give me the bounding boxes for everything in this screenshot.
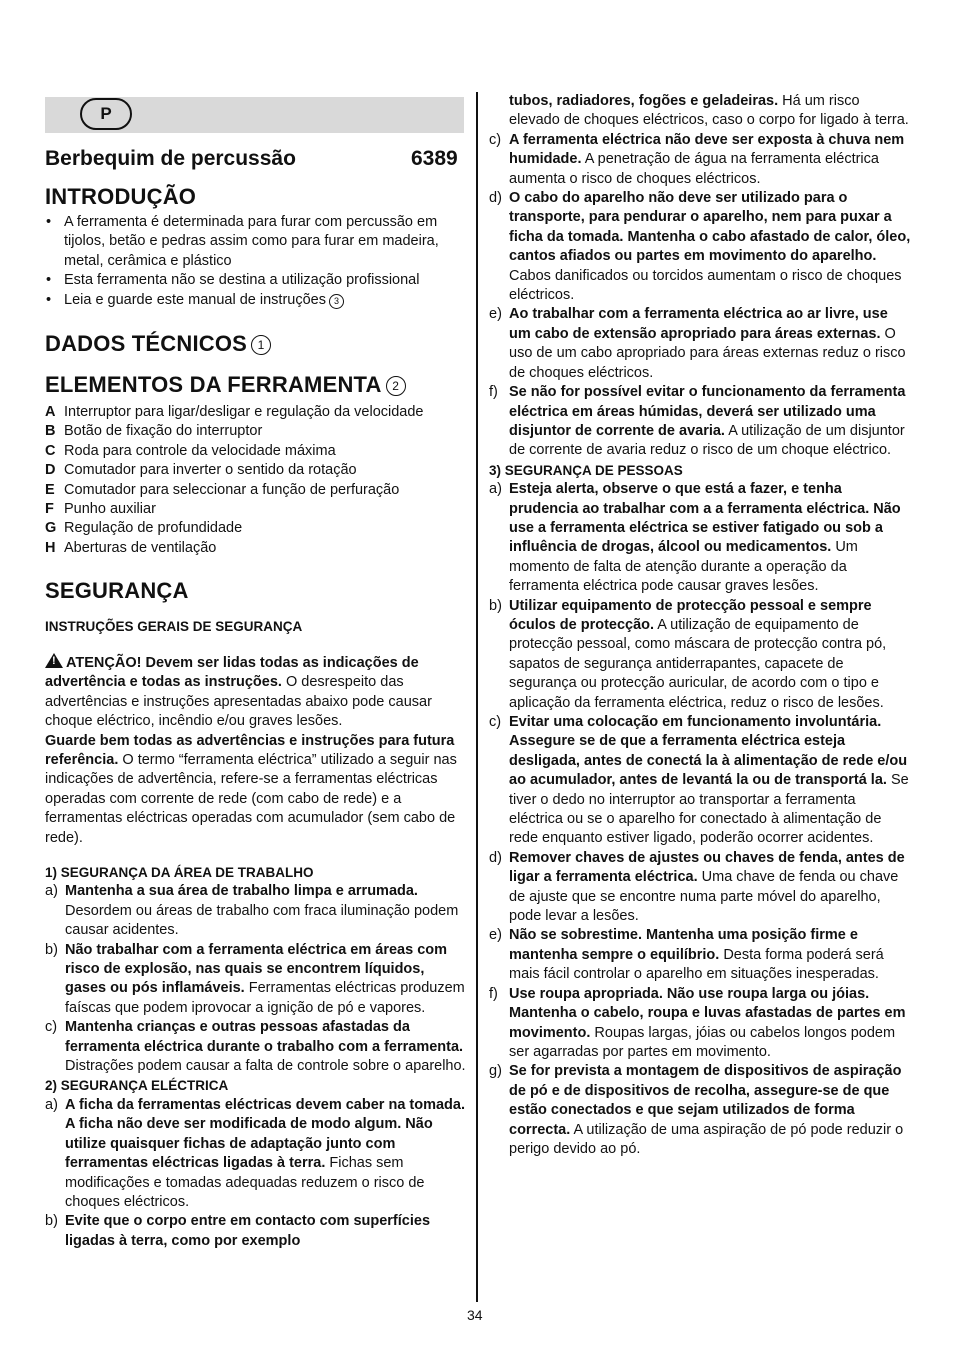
- warning-bold: ATENÇÃO! Devem ser lidas todas as indicações de advertência e todas as instruções.: [45, 655, 419, 691]
- rule-item-continued: [489, 92, 913, 131]
- figure-ref-2: 2: [386, 376, 406, 396]
- rule-bold: Não se sobrestime. Mantenha uma posição firme e mantenha sempre o equilíbrio.: [509, 927, 858, 963]
- right-column: [489, 92, 913, 1159]
- parts-text: Aberturas de ventilação: [64, 539, 217, 556]
- rule-letter: f): [489, 985, 498, 1002]
- rule-item: [489, 849, 913, 927]
- rule-text: Cabos danificados ou torcidos aumentam o risco de choques eléctricos.: [509, 267, 902, 304]
- product-model: 6389: [411, 147, 458, 170]
- rule-item: [489, 1062, 913, 1159]
- section-work-area: [45, 863, 467, 1251]
- warning-paragraph: [45, 653, 465, 732]
- parts-text: Regulação de profundidade: [64, 520, 243, 537]
- rule-letter: e): [489, 927, 502, 944]
- rule-bold: Se for prevista a montagem de dispositivos de aspiração de pó e de dispositivos de recolha, assegure-se de que estão conectados e que sejam utilizados de forma correcta.: [509, 1063, 902, 1138]
- rule-item: [489, 597, 913, 713]
- keep-paragraph: [45, 732, 465, 848]
- rule-letter: b): [489, 597, 502, 614]
- product-title: [45, 147, 296, 171]
- intro-bullet-text: Leia e guarde este manual de instruções: [64, 291, 326, 308]
- rule-item: [489, 480, 913, 596]
- parts-key: E: [45, 481, 55, 498]
- rule-text: Há um risco elevado de choques eléctricos, caso o corpo for ligado à terra.: [509, 93, 909, 129]
- rule-item: [45, 1212, 467, 1251]
- rule-text: Ferramentas eléctricas produzem faíscas que podem iprovocar a ignição de pó e vapores.: [65, 980, 465, 1016]
- section-title: 2) SEGURANÇA ELÉCTRICA: [45, 1078, 229, 1094]
- parts-key: D: [45, 462, 56, 479]
- elements-heading: [45, 372, 406, 398]
- parts-key: B: [45, 423, 56, 440]
- parts-text: Interruptor para ligar/desligar e regulação da velocidade: [64, 404, 424, 420]
- rule-letter: c): [45, 1019, 58, 1036]
- rule-letter: a): [45, 883, 58, 900]
- figure-ref-3: 3: [329, 294, 344, 309]
- rule-text: Roupas largas, jóias ou cabelos longos podem ser agarradas por partes em movimento.: [509, 1024, 896, 1060]
- safety-intro: [45, 653, 465, 848]
- safety-heading: SEGURANÇA: [45, 578, 189, 603]
- intro-section: [45, 213, 460, 310]
- page-number: 34: [467, 1307, 483, 1323]
- rule-text: Desordem ou áreas de trabalho com fraca iluminação podem causar acidentes.: [65, 902, 459, 939]
- section-title: 3) SEGURANÇA DE PESSOAS: [489, 462, 683, 478]
- rule-text: Um momento de falta de atenção durante a operação da ferramenta eléctrica pode causar graves lesões.: [509, 539, 858, 595]
- warning-text: O desrespeito das advertências e instruções apresentadas abaixo pode causar choque eléctrico, incêndio e/ou graves lesões.: [45, 674, 432, 730]
- rule-text: A utilização de uma aspiração de pó pode reduzir o perigo devido ao pó.: [509, 1121, 904, 1157]
- intro-heading: INTRODUÇÃO: [45, 184, 197, 209]
- rule-text: O uso de um cabo apropriado para áreas externas reduz o risco de choques eléctricos.: [509, 325, 906, 381]
- rule-item: [489, 985, 913, 1063]
- warning-icon: [45, 653, 63, 668]
- rule-letter: c): [489, 131, 502, 148]
- language-badge: P: [80, 98, 132, 130]
- rule-bold: Mantenha crianças e outras pessoas afastadas da ferramenta eléctrica durante o trabalho com a ferramenta.: [65, 1019, 464, 1055]
- rule-bold: Evite que o corpo entre em contacto com superfícies ligadas à terra, como por exemplo: [65, 1213, 431, 1249]
- rule-letter: f): [489, 384, 498, 401]
- rule-letter: e): [489, 306, 502, 323]
- rule-bold: Mantenha a sua área de trabalho limpa e arrumada.: [65, 883, 418, 900]
- rule-text: Se tiver o dedo no interruptor ao transportar a ferramenta eléctrica ou se o aparelho for conectado à alimentação de rede enquanto estiver ligado, poderão ocorrer acidentes.: [509, 772, 909, 847]
- tech-data-heading-text: DADOS TÉCNICOS: [45, 331, 248, 356]
- parts-item: [45, 461, 465, 480]
- rule-letter: a): [45, 1096, 58, 1113]
- rule-item: [45, 882, 467, 940]
- keep-bold: Guarde bem todas as advertências e instruções para futura referência.: [45, 732, 455, 769]
- intro-bullet: • Esta ferramenta não se destina a utilização profissional: [45, 271, 460, 290]
- parts-text: Comutador para seleccionar a função de perfuração: [64, 481, 400, 498]
- tech-data-heading: [45, 331, 271, 357]
- rule-item: [489, 926, 913, 984]
- intro-bullet: • A ferramenta é determinada para furar com percussão em tijolos, betão e pedras assim como para furar em madeira, metal, cerâmica e plástico: [45, 213, 460, 271]
- rule-text: Fichas sem modificações e tomadas adequadas reduzem o risco de choques eléctricos.: [65, 1155, 425, 1210]
- rule-text: A utilização de equipamento de protecção pessoal, como máscara de protecção contra pó, sapatos de segurança antiderrapantes, capacete de segurança ou protecção auricular, de acordo com o tipo e aplicação da ferramenta eléctrica, reduz o risco de lesões.: [509, 616, 887, 711]
- rule-text: Uma chave de fenda ou chave de ajuste que se encontre numa parte móvel do aparelho, pode levar a lesões.: [509, 869, 899, 925]
- parts-item: [45, 442, 465, 461]
- rule-bold: Não trabalhar com a ferramenta eléctrica em áreas com risco de explosão, nas quais se encontrem líquidos, gases ou pós inflamáveis.: [65, 941, 448, 997]
- rule-bold: Ao trabalhar com a ferramenta eléctrica ao ar livre, use um cabo de extensão apropriado para áreas externas.: [509, 306, 888, 342]
- rule-letter: d): [489, 849, 502, 866]
- rule-bold: Use roupa apropriada. Não use roupa larga ou jóias. Mantenha o cabelo, roupa e luvas afastadas de partes em movimento.: [509, 985, 906, 1041]
- parts-item: [45, 422, 465, 441]
- safety-subheading: INSTRUÇÕES GERAIS DE SEGURANÇA: [45, 619, 303, 634]
- parts-item: [45, 539, 465, 558]
- rule-bold: A ficha da ferramentas eléctricas devem caber na tomada. A ficha não deve ser modificada de modo algum. Não utilize quaisquer fichas de adaptação junto com ferramentas eléctricas ligadas à terra.: [65, 1096, 466, 1172]
- rule-item: [489, 189, 913, 305]
- rule-item: [489, 383, 913, 461]
- rule-item: [45, 1096, 467, 1212]
- rule-bold: Utilizar equipamento de protecção pessoal e sempre óculos de protecção.: [509, 597, 872, 633]
- rule-letter: g): [489, 1063, 502, 1080]
- rule-bold: Evitar uma colocação em funcionamento involuntária. Assegure se de que a ferramenta eléctrica esteja desligada, antes de conectá la à alimentação de rede e/ou ao acumulador, antes de levantá la ou de transportá la.: [509, 714, 908, 789]
- parts-key: F: [45, 501, 54, 518]
- parts-key: A: [45, 404, 56, 420]
- column-divider: [476, 92, 478, 1302]
- rule-item: [45, 941, 467, 1019]
- rule-item: [489, 131, 913, 189]
- rule-letter: b): [45, 1213, 58, 1230]
- rule-item: [45, 1018, 467, 1076]
- parts-item: [45, 500, 465, 519]
- parts-text: Botão de fixação do interruptor: [64, 423, 263, 440]
- rule-item: [489, 713, 913, 849]
- rule-bold: Remover chaves de ajustes ou chaves de fenda, antes de ligar a ferramenta eléctrica.: [509, 849, 905, 886]
- intro-bullet: [45, 291, 460, 310]
- parts-key: C: [45, 442, 56, 459]
- rule-bold: Se não for possível evitar o funcionamento da ferramenta eléctrica em áreas húmidas, deverá ser utilizado uma disjuntor de corrente de avaria.: [509, 384, 906, 439]
- rule-letter: a): [489, 481, 502, 498]
- parts-key: G: [45, 520, 57, 537]
- parts-text: Comutador para inverter o sentido da rotação: [64, 462, 357, 479]
- rule-text: Desta forma poderá será mais fácil controlar o aparelho em situações inesperadas.: [509, 946, 884, 983]
- parts-text: Roda para controle da velocidade máxima: [64, 442, 336, 459]
- rule-text: Distrações podem causar a falta de controle sobre o aparelho.: [65, 1058, 466, 1075]
- rule-item: [489, 305, 913, 383]
- parts-item: [45, 481, 465, 500]
- figure-ref-1: 1: [251, 335, 271, 355]
- rule-bold: O cabo do aparelho não deve ser utilizado para o transporte, para pendurar o aparelho, nem para puxar a ficha da tomada. Mantenha o cabo afastado de calor, óleo, cantos afiados ou partes em movimento do aparelho.: [509, 190, 911, 265]
- rule-text: A utilização de um disjuntor de corrente de avaria reduz o risco de um choque eléctrico.: [509, 422, 905, 459]
- rule-bold: A ferramenta eléctrica não deve ser exposta à chuva nem humidade.: [509, 131, 905, 168]
- rule-letter: d): [489, 190, 502, 207]
- rule-letter: b): [45, 941, 58, 958]
- parts-key: H: [45, 539, 56, 556]
- section-title: 1) SEGURANÇA DA ÁREA DE TRABALHO: [45, 865, 314, 880]
- intro-bullet-list: [45, 213, 460, 310]
- parts-item: [45, 519, 465, 538]
- rule-text: A penetração de água na ferramenta eléctrica aumenta o risco de choques eléctricos.: [509, 151, 879, 187]
- keep-text: O termo “ferramenta eléctrica” utilizado a seguir nas indicações de advertência, refere-se a ferramentas eléctricas operadas com corrente de rede (com cabo de rede) e a ferramentas eléctricas operadas com acumulador (sem cabo de rede).: [45, 752, 457, 846]
- elements-heading-text: ELEMENTOS DA FERRAMENTA: [45, 372, 382, 397]
- rule-bold: Esteja alerta, observe o que está a fazer, e tenha prudencia ao trabalhar com a a ferramenta eléctrica. Não use a ferramenta eléctrica se estiver fatigado ou sob a influência de drogas, álcool ou medicamentos.: [509, 481, 901, 556]
- parts-item: [45, 403, 465, 422]
- product-name: Berbequim de percussão: [45, 147, 296, 170]
- language-bar: [45, 97, 464, 133]
- rule-bold: tubos, radiadores, fogões e geladeiras.: [509, 93, 779, 109]
- rule-letter: c): [489, 714, 502, 730]
- parts-text: Punho auxiliar: [64, 501, 156, 518]
- parts-list: [45, 403, 465, 558]
